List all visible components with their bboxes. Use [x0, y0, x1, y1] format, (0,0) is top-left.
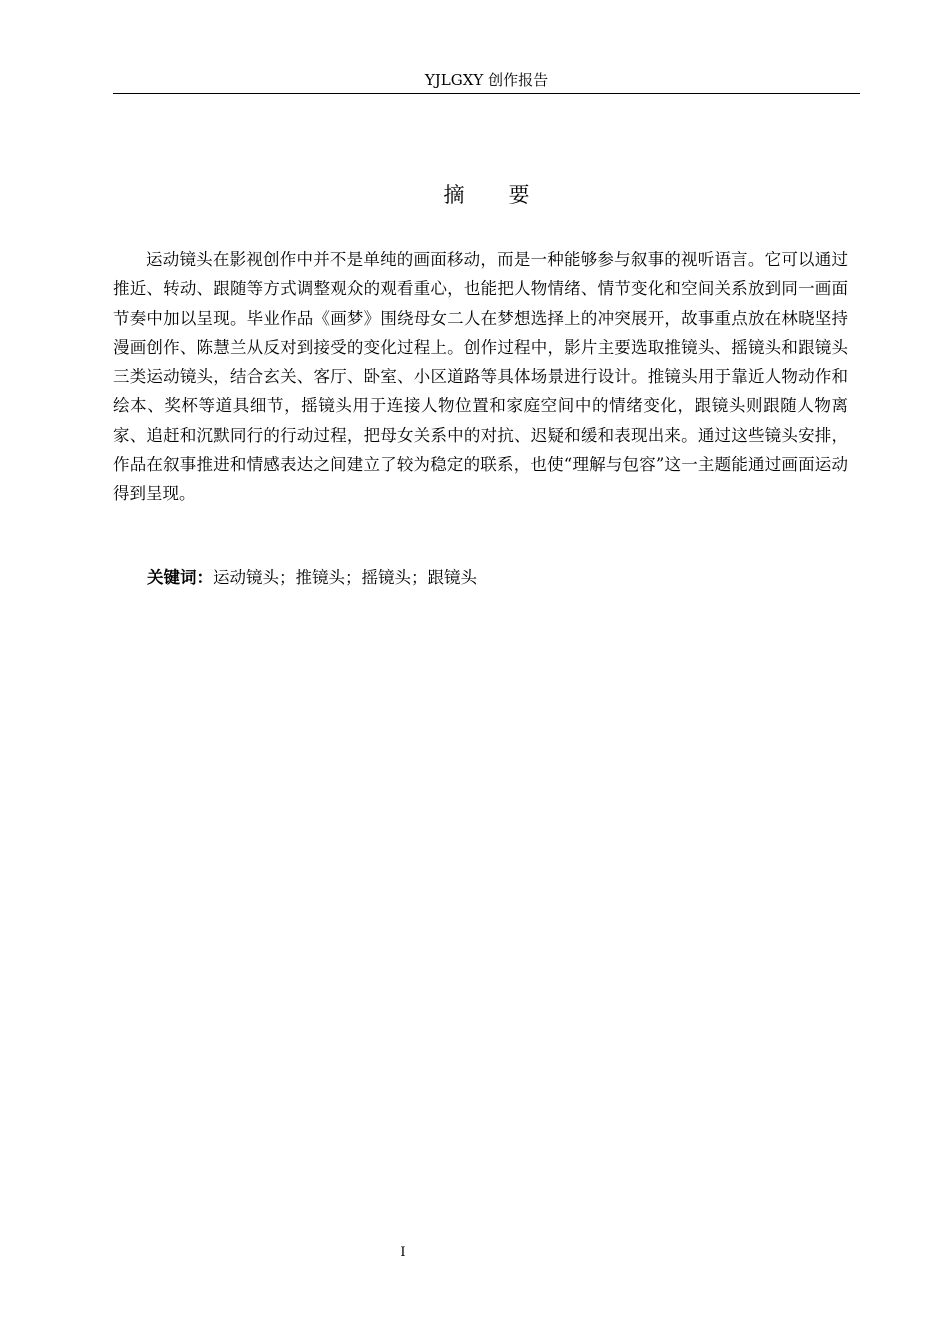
keywords-line	[147, 565, 477, 591]
keywords-values: 运动镜头；推镜头；摇镜头；跟镜头	[213, 568, 477, 587]
running-header: YJLGXY 创作报告	[424, 71, 549, 89]
page-number: I	[400, 1245, 406, 1260]
header-rule	[113, 93, 860, 94]
abstract-body: 运动镜头在影视创作中并不是单纯的画面移动，而是一种能够参与叙事的视听语言。它可以通过推近、转动、跟随等方式调整观众的观看重心，也能把人物情绪、情节变化和空间关系放到同一画面节奏中加以呈现。毕业作品《画梦》围绕母女二人在梦想选择上的冲突展开，故事重点放在林晓坚持漫画创作、陈慧兰从反对到接受的变化过程上。创作过程中，影片主要选取推镜头、摇镜头和跟镜头三类运动镜头，结合玄关、客厅、卧室、小区道路等具体场景进行设计。推镜头用于靠近人物动作和绘本、奖杯等道具细节，摇镜头用于连接人物位置和家庭空间中的情绪变化，跟镜头则跟随人物离家、追赶和沉默同行的行动过程，把母女关系中的对抗、迟疑和缓和表现出来。通过这些镜头安排，作品在叙事推进和情感表达之间建立了较为稳定的联系，也使“理解与包容”这一主题能通过画面运动得到呈现。	[113, 250, 848, 504]
abstract-title: 摘要	[443, 183, 574, 207]
keywords-label: 关键词：	[147, 568, 213, 587]
